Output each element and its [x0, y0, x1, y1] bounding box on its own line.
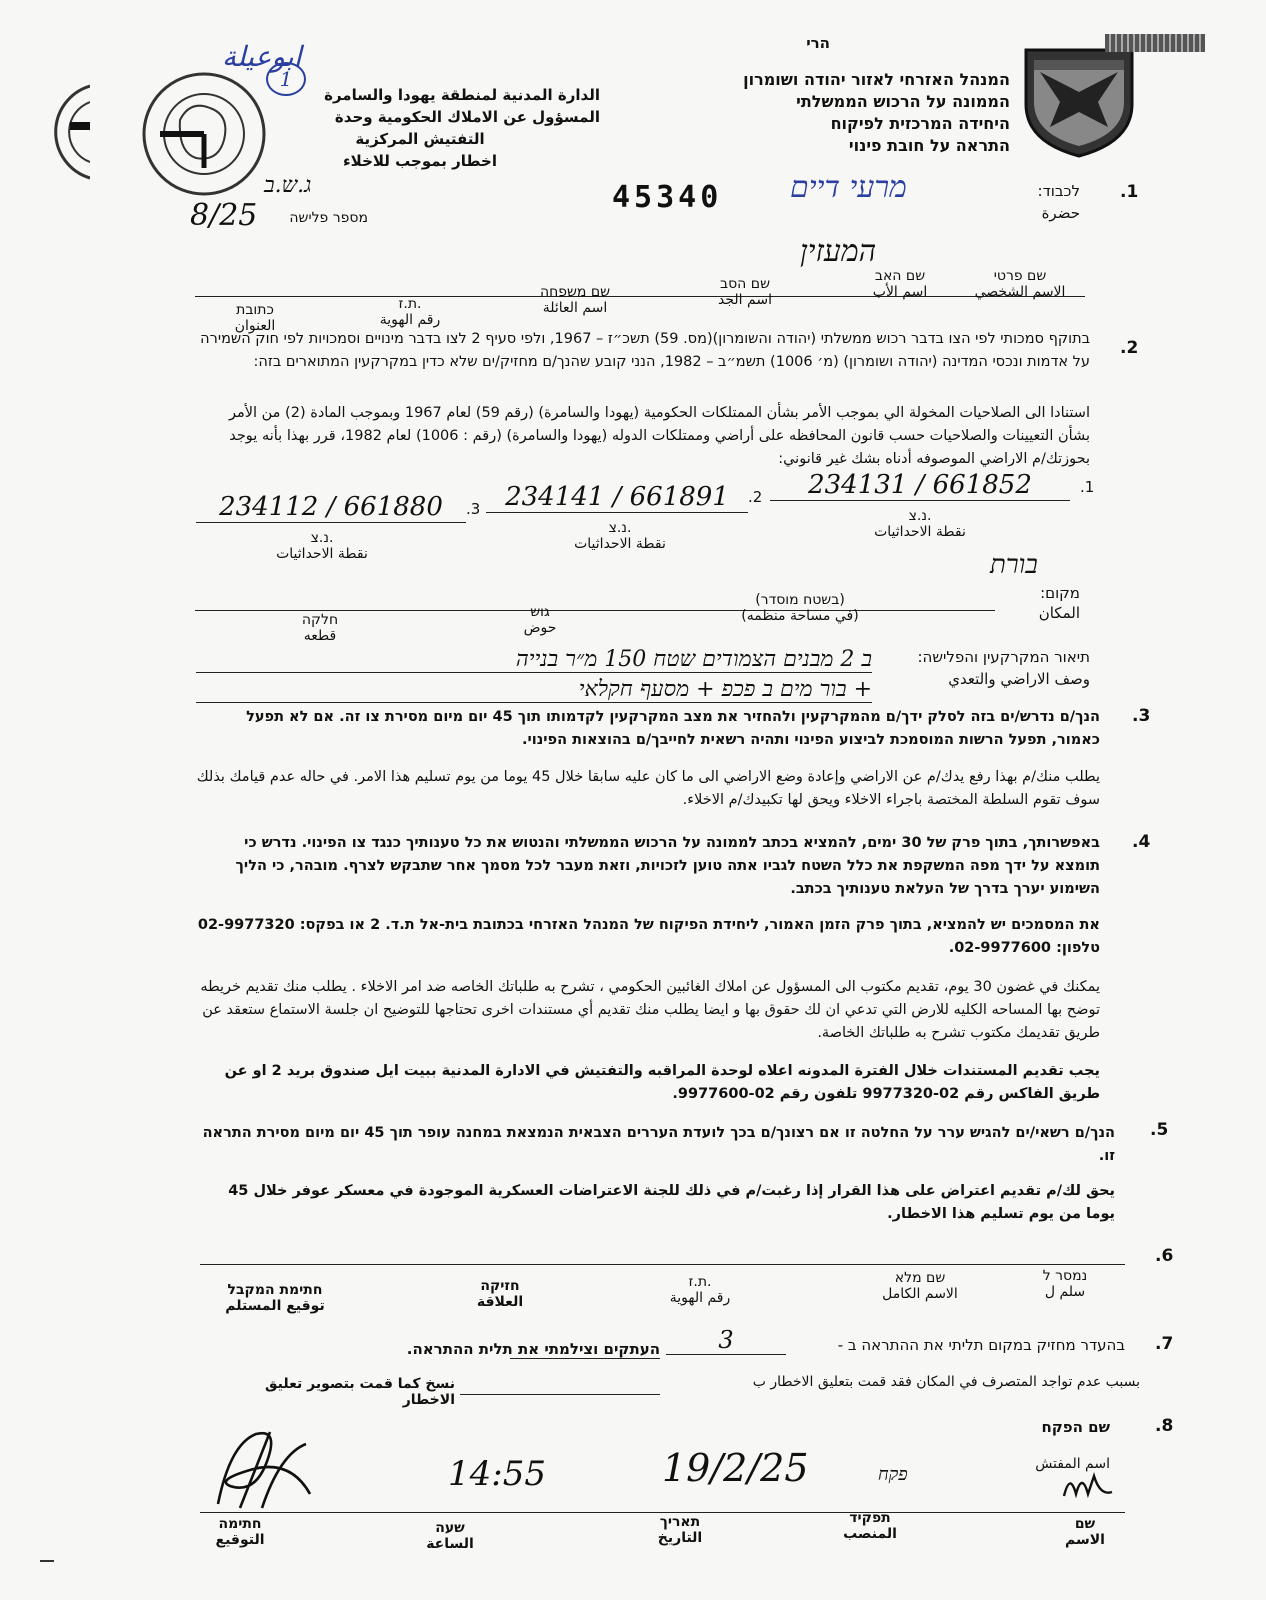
col-date: תאריך التاريخ	[657, 1514, 703, 1546]
place-label-he: מקום:	[1040, 584, 1080, 602]
scan-mark	[40, 1560, 54, 1562]
section4-para-he-bold: את המסמכים יש להמציא, בתוך פרק הזמן האמור, ליחידת הפיקוח של המנהל האזרחי בכתובת בית-אל ת.ד. 2 או בפקס: 02-9977320 טלפון: 02-9977600.	[197, 917, 1100, 956]
file-number-label: מספר פלישה	[289, 210, 368, 226]
section2-para-ar: استنادا الى الصلاحيات المخولة الي بموجب الأمر بشأن الممتلكات الحكومية (يهودا والسامرة) (رقم 59) لعام 1967 وبموجب المادة (2) من الأمر بشأن التعيينات والصلاحيات حسب قانون المحافظه على أراضي وممتلكات الدوله (يهودا والسامرة) (رقم : 1006) لعام 1982، قرر بهذا بأنه يوجد بحوزتك/م الاراضي الموصوفه أدناه بشك غير قانوني:	[228, 405, 1090, 467]
inspector-title-he: שם הפקח	[1041, 1418, 1110, 1436]
col-id: ת.ז. رقم الهوية	[669, 1274, 731, 1306]
header-he-line4: התראה על חובת פינוי	[848, 136, 1010, 155]
desc-label-ar: وصف الاراضي والتعدي	[948, 670, 1090, 688]
coord-3-handwritten: 234112 / 661880	[196, 492, 466, 523]
inspector-title-ar: اسم المفتش	[1035, 1456, 1110, 1472]
header-ar-line1: الدارة المدنية لمنطقة يهودا والسامرة	[324, 86, 600, 104]
partial-seal-icon	[30, 82, 90, 182]
header-ar-line4: اخطار بموجب للاخلاء	[343, 152, 497, 170]
form-number: 45340	[612, 180, 723, 215]
header-he-line0: הרי	[806, 34, 830, 52]
col-signature: חתימה التوقيع	[215, 1516, 265, 1548]
coord-label-3: נ.צ. نقطة الاحداثيات	[276, 530, 368, 562]
section5-para-ar: يحق لك/م تقديم اعتراض على هذا القرار إذا رغبت/م في ذلك للجنة الاعتراضات العسكرية الموجودة في معسكر عوفر خلال 45 يوما من يوم تسليم هذا الاخطار.	[228, 1183, 1115, 1222]
col-delivered-to: נמסר ל سلم ل	[1042, 1268, 1088, 1300]
section-number: .2	[1120, 338, 1139, 358]
col-grandfather-name: שם הסב اسم الجد	[718, 276, 772, 308]
col-father-name: שם האב اسم الأب	[872, 268, 928, 300]
section-number: .1	[1120, 182, 1139, 202]
posting-line1-blank	[510, 1358, 660, 1359]
coord-index-2: .2	[748, 488, 763, 506]
coord-label-2: נ.צ. نقطة الاحداثيات	[574, 520, 666, 552]
signature-scribble-icon	[210, 1424, 320, 1514]
posting-line2-blank	[460, 1394, 660, 1395]
col-name: שם الاسم	[1065, 1516, 1105, 1548]
inspector-role-handwritten: פקח	[878, 1464, 908, 1485]
posting-line-he-end: העתקים וצילמתי את תלית ההתראה.	[406, 1340, 660, 1358]
section-number: .4	[1132, 832, 1151, 852]
col-address: כתובת العنوان	[234, 302, 276, 334]
col-block: גוש حوض	[523, 604, 557, 636]
to-label-he: לכבוד:	[1037, 182, 1080, 200]
recipient-handwritten: מרעי דיים	[790, 170, 907, 205]
place-label-ar: المكان	[1038, 604, 1080, 622]
name-underline	[195, 296, 1085, 297]
scan-artifact	[1105, 34, 1205, 52]
posting-line-ar: بسبب عدم تواجد المتصرف في المكان فقد قمت بتعليق الاخطار ب	[752, 1374, 1140, 1390]
header-ar-line2: المسؤول عن الاملاك الحكومية وحدة	[334, 108, 600, 126]
section-number: .8	[1155, 1416, 1174, 1436]
desc-handwritten-line1: ב 2 מבנים הצמודים שטח 150 מ״ר בנייה	[196, 646, 872, 673]
date-handwritten: 19/2/25	[662, 1446, 809, 1490]
col-role: תפקיד المنصب	[843, 1510, 897, 1542]
col-settled-area: (בשטח מוסדר) (في مساحة منظمه)	[741, 592, 859, 624]
section2-para-he: בתוקף סמכותי לפי הצו בדבר רכוש ממשלתי (יהודה והשומרון)(מס. 59) תשכ״ז – 1967, ולפי סעיף 2 לצו בדבר מינויים וסמכויות לפי חוק השמירה על אדמות ונכסי המדינה (יהודה ושומרון) (מ׳ 1006) תשמ״ב – 1982, הנני קובע שהנך/ם מחזיק/ים שלא כדין במקרקעין המתוארים בזה:	[200, 331, 1090, 370]
section4-para-he: באפשרותך, בתוך פרק של 30 ימים, להמציא בכתב לממונה על הרכוש הממשלתי והנטוש את כל טענותיך כנגד צו הפינוי. נדרש כי תומצא על ידך מפה המשקפת את כלל השטח לגביו אתה טוען לזכויות, וזאת מעבר לכל מסמך אחר שתבקש לצרף. מובהר, כי הליך השימוע יערך בדרך של העלאת טענותיך בכתב.	[235, 835, 1100, 897]
section3-para-he: הנך/ם נדרש/ים בזה לסלק ידך/ם מהמקרקעין ולהחזיר את מצב המקרקעין לקדמותו תוך 45 יום מיום מסירת צו זה. אם לא תפעל כאמור, תפעל הרשות המוסמכת לביצוע הפינוי ותהיה רשאית לחייבך/ם בהוצאות הפינוי.	[246, 709, 1100, 748]
time-handwritten: 14:55	[448, 1454, 546, 1494]
col-first-name: שם פרטי الاسم الشخصي	[974, 268, 1066, 300]
to-label-ar: حضرة	[1041, 204, 1080, 222]
col-family-name: שם משפחה اسم العائلة	[539, 284, 611, 316]
col-time: שעה الساعة	[426, 1520, 474, 1552]
posting-copies-handwritten: 3	[666, 1326, 786, 1355]
desc-label-he: תיאור המקרקעין והפלישה:	[917, 648, 1090, 666]
handwritten-arabic-note: ابوعيلة	[222, 40, 302, 73]
inspector-underline	[200, 1512, 1125, 1513]
section4-para-ar: يمكنك في غضون 30 يوم، تقديم مكتوب الى المسؤول عن املاك الغائبين الحكومي ، تشرح به طلباتك الخاصه ضد امر الاخلاء . يطلب منك تقديم خريطه توضح بها المساحه الكليه للارض التي تدعي ان لك حقوق بها و ايضا يطلب منك تقديم أي مستندات اخرى تحتاجها للتوضيح ان جلسة الاستماع ستعقد عن طريق تقديمك مكتوب تشرح به طلباتك الخاصة.	[200, 979, 1100, 1041]
coord-index-1: .1	[1080, 478, 1095, 496]
delivery-underline	[200, 1264, 1125, 1265]
posting-line-he: בהעדר מחזיק במקום תליתי את ההתראה ב -	[837, 1336, 1125, 1354]
header-he-line3: היחידה המרכזית לפיקוח	[830, 114, 1010, 133]
section-number: .3	[1132, 706, 1151, 726]
col-id: ת.ז. رقم الهوية	[379, 296, 441, 328]
section4-para-ar-bold: يجب تقديم المستندات خلال الفترة المدونه اعلاه لوحدة المراقبه والتفتيش في الادارة المدنية ببيت ايل صندوق بريد 2 او عن طريق الفاكس رقم 02-9977320 تلفون رقم 02-9977600.	[224, 1063, 1100, 1102]
section-number: .5	[1150, 1120, 1169, 1140]
file-number-handwritten: 8/25	[190, 198, 258, 233]
section-number: .6	[1155, 1246, 1174, 1266]
coord-2-handwritten: 234141 / 661891	[486, 482, 748, 513]
header-he-line2: הממונה על הרכוש הממשלתי	[796, 92, 1010, 111]
posting-line-ar-end: نسخ كما قمت بتصوير تعليق الاخطار	[265, 1376, 455, 1408]
file-code-handwritten: ג.ש.ב	[264, 173, 312, 198]
section3-para-ar: يطلب منك/م بهذا رفع يدك/م عن الاراضي وإعادة وضع الاراضي الى ما كان عليه سابقا خلال 45 يوما من يوم تسليم هذا الامر. في حاله عدم قيامك بذلك سوف تقوم السلطة المختصة باجراء الاخلاء ويحق لها تكبيدك/م الاخلاء.	[196, 769, 1100, 808]
coord-label-1: נ.צ. نقطة الاحداثيات	[874, 508, 966, 540]
section-number: .7	[1155, 1334, 1174, 1354]
desc-handwritten-line2: + בור מים ב פכפ + מסעף חקלאי	[196, 676, 872, 703]
coord-1-handwritten: 234131 / 661852	[770, 470, 1070, 501]
place-handwritten: בורת	[990, 550, 1038, 580]
col-full-name: שם מלא الاسم الكامل	[882, 1270, 958, 1302]
handwritten-circled-number: 1	[266, 62, 306, 96]
header-ar-line3: التفتيش المركزية	[355, 130, 485, 148]
inspector-name-scribble-icon	[1060, 1466, 1120, 1502]
col-parcel: חלקה قطعه	[301, 612, 339, 644]
seal-stamp-icon	[140, 70, 268, 198]
coord-index-3: .3	[466, 500, 481, 518]
header-he-line1: המנהל האזרחי לאזור יהודה ושומרון	[743, 70, 1010, 89]
col-recipient-signature: חתימת המקבל توقيع المستلم	[225, 1282, 325, 1314]
name-handwritten: המעזין	[800, 234, 877, 269]
section5-para-he: הנך/ם רשאי/ים להגיש ערר על החלטה זו אם רצונך/ם בכך לועדת העררים הצבאית הנמצאת במחנה עופר תוך 45 יום מיום מסירת התראה זו.	[202, 1125, 1115, 1164]
emblem-icon	[1020, 42, 1138, 160]
col-relation: חזיקה العلاقة	[476, 1278, 524, 1310]
